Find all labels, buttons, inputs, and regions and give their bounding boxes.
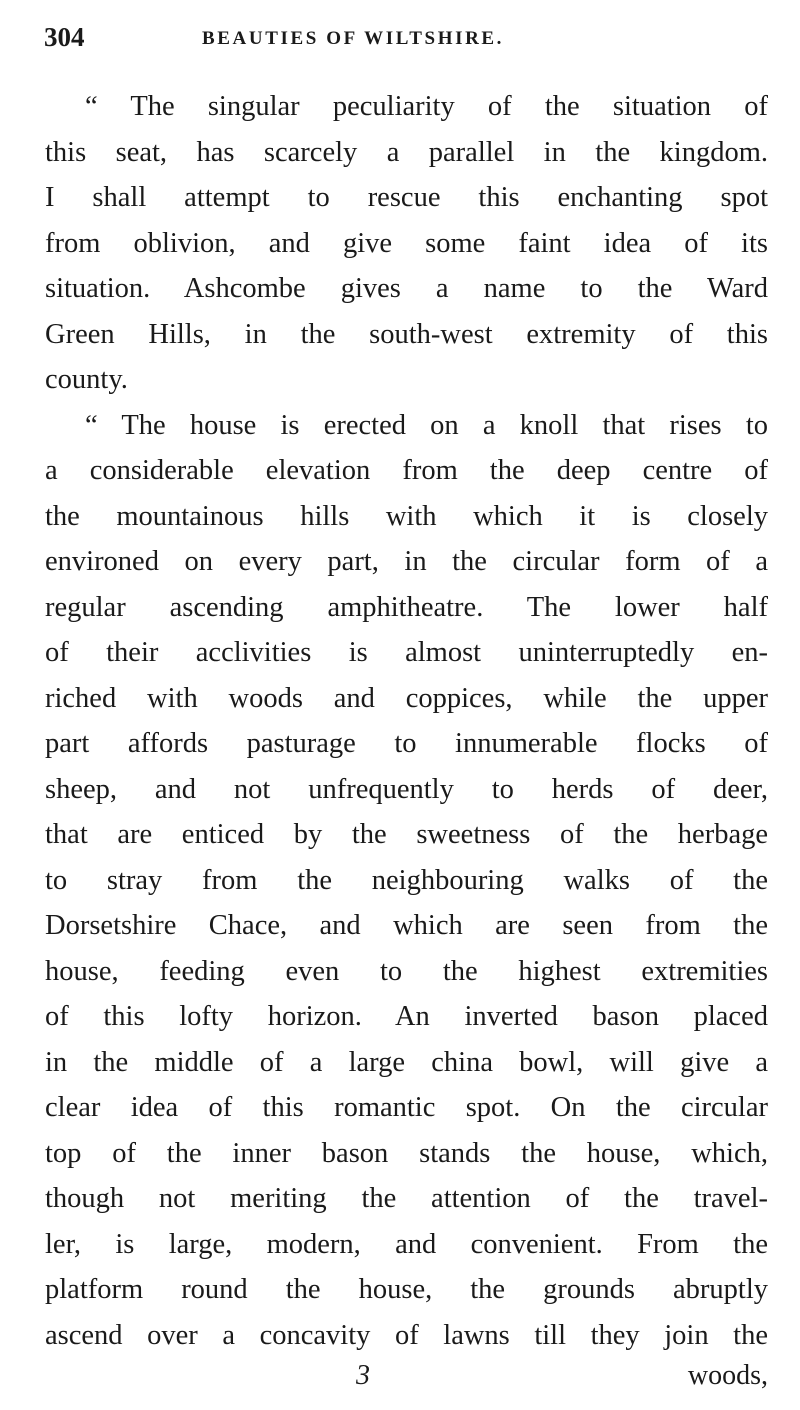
signature-mark: 3 <box>356 1360 370 1391</box>
page-header <box>44 22 768 62</box>
text-line: this seat, has scarcely a parallel in the kingdom. <box>45 136 768 168</box>
body-text <box>45 84 768 1358</box>
page-number: 304 <box>44 22 85 52</box>
text-line: top of the inner bason stands the house, which, <box>45 1137 768 1169</box>
text-line: the mountainous hills with which it is closely <box>45 500 768 532</box>
text-line: to stray from the neighbouring walks of the <box>45 864 768 896</box>
text-line: Green Hills, in the south-west extremity of this <box>45 318 768 350</box>
text-line: house, feeding even to the highest extremities <box>45 955 768 987</box>
text-line: from oblivion, and give some faint idea of its <box>45 227 768 259</box>
running-title: BEAUTIES OF WILTSHIRE. <box>202 28 505 49</box>
catchword: woods, <box>687 1360 768 1391</box>
text-line: “ The house is erected on a knoll that rises to <box>85 409 768 441</box>
text-line: a considerable elevation from the deep centre of <box>45 455 768 486</box>
text-line: of this lofty horizon. An inverted bason placed <box>45 1001 768 1032</box>
text-line: ler, is large, modern, and convenient. From the <box>45 1228 768 1260</box>
text-line: Dorsetshire Chace, and which are seen from the <box>45 910 768 941</box>
text-line: sheep, and not unfrequently to herds of deer, <box>45 773 768 805</box>
text-line: in the middle of a large china bowl, will give a <box>45 1046 768 1078</box>
text-line: of their acclivities is almost uninterruptedly en- <box>45 637 768 668</box>
text-line: environed on every part, in the circular form of a <box>45 546 768 577</box>
text-line: regular ascending amphitheatre. The lower half <box>45 591 768 623</box>
text-line: part affords pasturage to innumerable flocks of <box>45 728 768 759</box>
text-line: “ The singular peculiarity of the situation of <box>85 91 768 122</box>
page-footer <box>44 1360 768 1400</box>
text-line: ascend over a concavity of lawns till they join the <box>45 1319 768 1351</box>
text-line: platform round the house, the grounds abruptly <box>45 1274 768 1305</box>
text-line: riched with woods and coppices, while the upper <box>45 682 768 714</box>
text-line: clear idea of this romantic spot. On the circular <box>45 1092 768 1123</box>
text-line: situation. Ashcombe gives a name to the Ward <box>45 273 768 304</box>
text-line: that are enticed by the sweetness of the herbage <box>45 819 768 850</box>
text-line: though not meriting the attention of the travel- <box>45 1183 768 1214</box>
text-line: I shall attempt to rescue this enchanting spot <box>45 182 768 213</box>
text-line: county. <box>45 364 128 395</box>
